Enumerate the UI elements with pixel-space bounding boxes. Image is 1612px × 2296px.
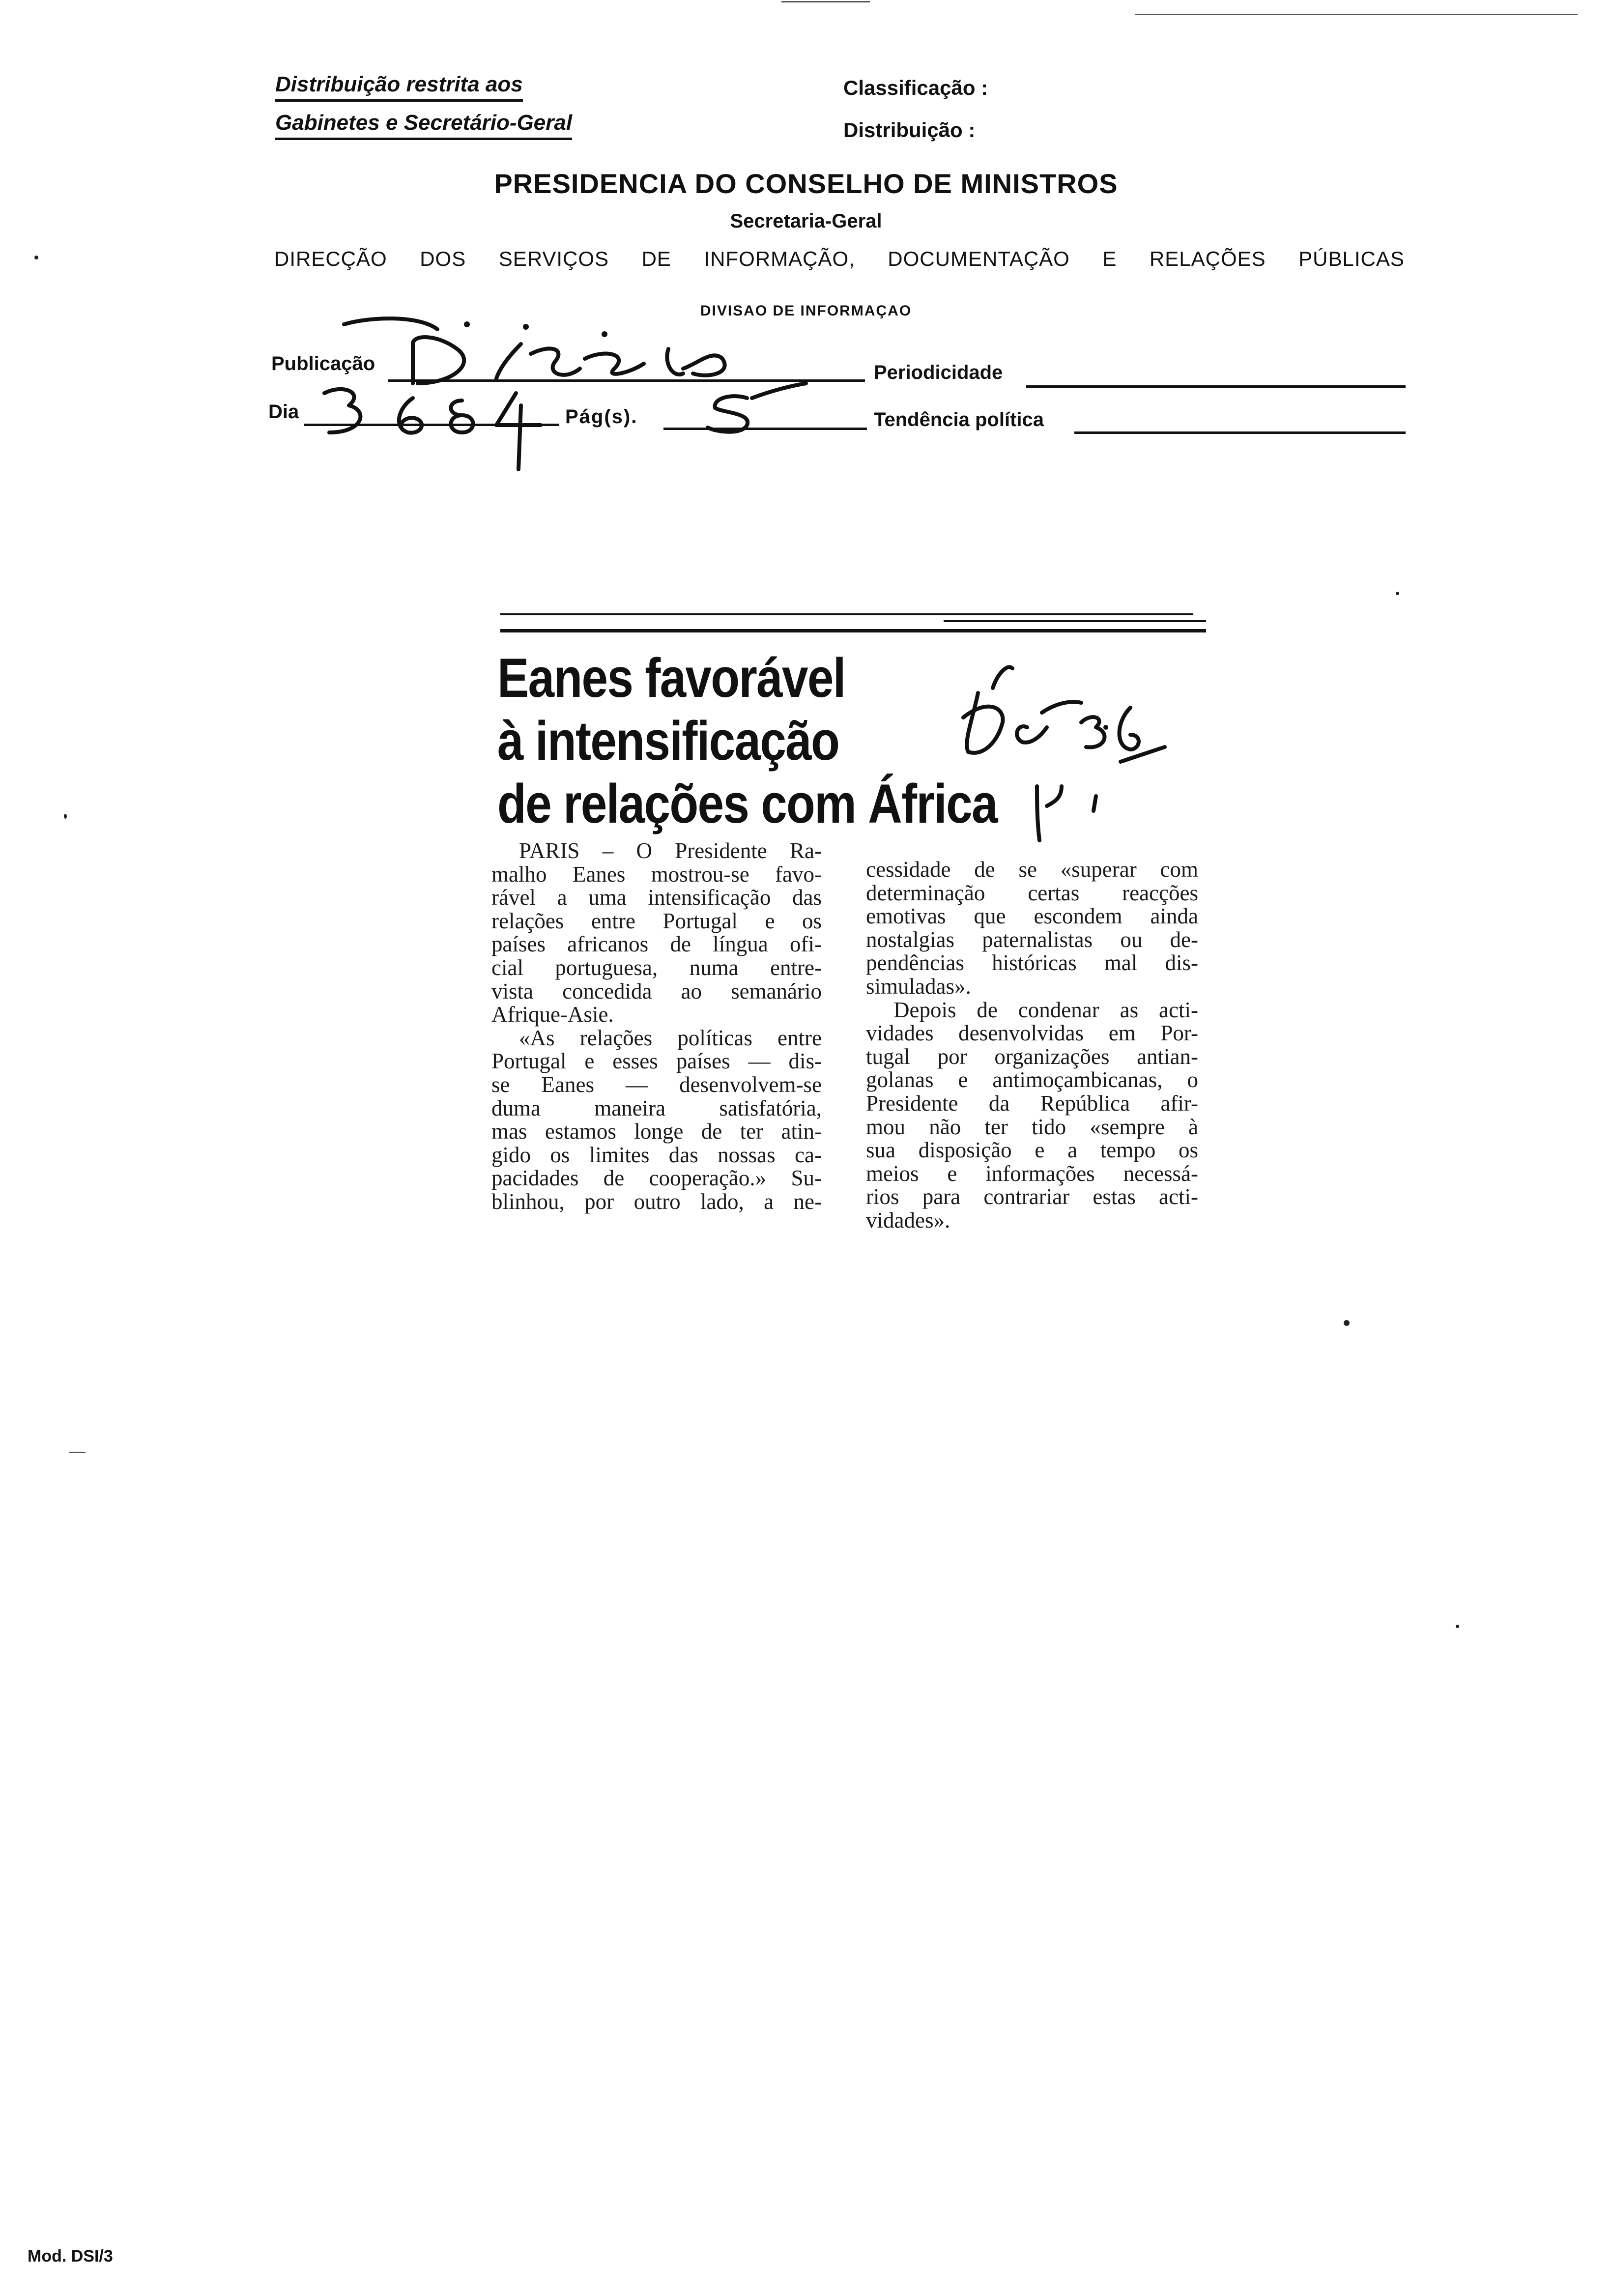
periodicidade-line bbox=[1026, 385, 1406, 388]
scan-speck bbox=[1456, 1625, 1459, 1628]
article-text-line: Portugal e esses países — dis- bbox=[491, 1049, 822, 1074]
article-headline bbox=[497, 647, 997, 835]
article-text-line: se Eanes — desenvolvem-se bbox=[491, 1072, 822, 1097]
article-text-line: cessidade de se «superar com bbox=[866, 857, 1198, 882]
dia-label: Dia bbox=[268, 401, 299, 423]
tendencia-line bbox=[1074, 431, 1406, 434]
article-text-line: simuladas». bbox=[866, 974, 971, 999]
page-title: PRESIDENCIA DO CONSELHO DE MINISTROS bbox=[494, 168, 1118, 199]
article-text-line: países africanos de língua ofi- bbox=[491, 932, 822, 957]
headline-line: Eanes favorável bbox=[497, 647, 845, 709]
scan-speck bbox=[34, 256, 38, 259]
article-text-line: golanas e antimoçambicanas, o bbox=[866, 1067, 1198, 1092]
article-column-2 bbox=[866, 858, 1198, 1233]
direction-heading bbox=[274, 249, 1405, 269]
direction-word: DOS bbox=[420, 247, 466, 270]
article-text-line: duma maneira satisfatória, bbox=[491, 1095, 822, 1120]
classificacao-label: Classificação : bbox=[843, 76, 988, 99]
periodicidade-label: Periodicidade bbox=[874, 362, 1003, 383]
article-text-line: pendências históricas mal dis- bbox=[866, 950, 1198, 976]
page-subtitle: Secretaria-Geral bbox=[730, 210, 882, 232]
article-text-line: nostalgias paternalistas ou de- bbox=[866, 927, 1198, 952]
direction-word: DE bbox=[641, 247, 671, 270]
handwritten-page-number bbox=[693, 378, 811, 437]
scan-edge-rule bbox=[69, 1452, 86, 1453]
article-text-line: gido os limites das nossas ca- bbox=[491, 1142, 822, 1167]
article-text-line: vidades desenvolvidas em Por- bbox=[866, 1021, 1198, 1046]
tendencia-label: Tendência política bbox=[874, 409, 1044, 430]
headline-line: de relações com África bbox=[497, 773, 997, 834]
division-heading: DIVISAO DE INFORMAÇAO bbox=[700, 303, 912, 319]
clipping-top-rule bbox=[500, 629, 1206, 632]
article-text-line: mou não ter tido «sempre à bbox=[866, 1114, 1198, 1139]
direction-word: INFORMAÇÃO, bbox=[704, 247, 855, 270]
article-text-line: meios e informações necessá- bbox=[866, 1161, 1198, 1186]
pags-label: Pág(s). bbox=[565, 406, 638, 428]
handwritten-annotation bbox=[944, 654, 1175, 855]
direction-word: PÚBLICAS bbox=[1298, 247, 1405, 270]
article-text-line: vidades». bbox=[866, 1207, 950, 1233]
direction-word: E bbox=[1102, 247, 1117, 270]
distribuicao-label: Distribuição : bbox=[843, 118, 976, 142]
restricted-distribution-line2: Gabinetes e Secretário-Geral bbox=[275, 112, 572, 140]
article-text-line: Presidente da República afir- bbox=[866, 1091, 1198, 1116]
direction-word: RELAÇÕES bbox=[1149, 247, 1266, 270]
scan-speck bbox=[1396, 592, 1399, 595]
scan-edge-rule bbox=[781, 1, 870, 2]
article-text-line: relações entre Portugal e os bbox=[491, 908, 822, 933]
article-text-line: emotivas que escondem ainda bbox=[866, 904, 1198, 929]
scan-speck bbox=[64, 814, 67, 819]
article-text-line: tugal por organizações antian- bbox=[866, 1044, 1198, 1069]
direction-word: DOCUMENTAÇÃO bbox=[888, 247, 1070, 270]
article-text-line: mas estamos longe de ter atin- bbox=[491, 1119, 822, 1144]
article-text-line: malho Eanes mostrou-se favo- bbox=[491, 861, 822, 887]
article-column-1 bbox=[491, 839, 822, 1214]
article-text-line: Afrique-Asie. bbox=[491, 1002, 614, 1027]
article-text-line: cial portuguesa, numa entre- bbox=[491, 955, 822, 980]
article-text-line: PARIS – O Presidente Ra- bbox=[519, 838, 822, 863]
article-text-line: rios para contrariar estas acti- bbox=[866, 1184, 1198, 1209]
restricted-distribution-line1: Distribuição restrita aos bbox=[275, 74, 523, 102]
publicacao-label: Publicação bbox=[271, 353, 375, 374]
handwritten-date bbox=[285, 378, 560, 472]
handwritten-publication-name bbox=[290, 315, 840, 388]
scan-speck bbox=[1344, 1320, 1350, 1326]
clipping-thin-rule bbox=[944, 620, 1206, 622]
article-text-line: determinação certas reacções bbox=[866, 880, 1198, 905]
direction-word: SERVIÇOS bbox=[498, 247, 609, 270]
article-text-line: vista concedida ao semanário bbox=[491, 978, 822, 1004]
article-text-line: Depois de condenar as acti- bbox=[893, 997, 1198, 1022]
headline-line: à intensificação bbox=[497, 710, 839, 772]
scan-edge-rule bbox=[1135, 14, 1578, 15]
form-model-code: Mod. DSI/3 bbox=[28, 2247, 113, 2266]
direction-word: DIRECÇÃO bbox=[274, 247, 387, 270]
article-text-line: pacidades de cooperação.» Su- bbox=[491, 1166, 822, 1191]
article-text-line: sua disposição e a tempo os bbox=[866, 1138, 1198, 1163]
article-text-line: blinhou, por outro lado, a ne- bbox=[491, 1189, 822, 1214]
clipping-thin-rule bbox=[500, 613, 1193, 615]
article-text-line: «As relações políticas entre bbox=[519, 1025, 822, 1050]
article-text-line: rável a uma intensificação das bbox=[491, 885, 822, 910]
